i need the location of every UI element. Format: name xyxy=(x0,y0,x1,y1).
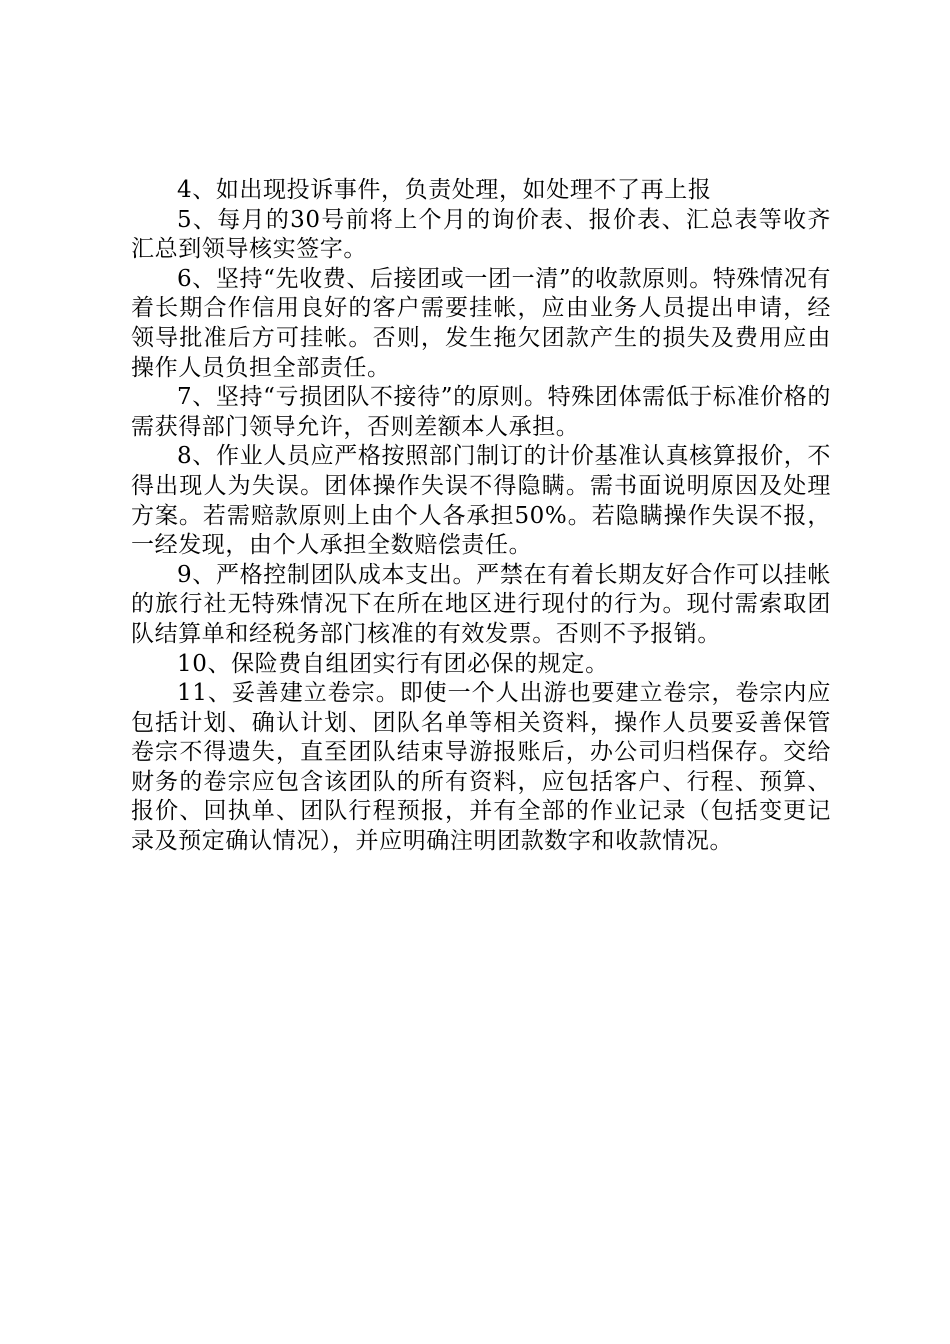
document-body xyxy=(131,176,831,857)
paragraph-8: 8、作业人员应严格按照部门制订的计价基准认真核算报价，不得出现人为失误。团体操作失误不得隐瞒。需书面说明原因及处理方案。若需赔款原则上由个人各承担50%。若隐瞒操作失误不报，一经发现，由个人承担全数赔偿责任。 xyxy=(131,443,831,559)
paragraph-9: 9、严格控制团队成本支出。严禁在有着长期友好合作可以挂帐的旅行社无特殊情况下在所在地区进行现付的行为。现付需索取团队结算单和经税务部门核准的有效发票。否则不予报销。 xyxy=(131,561,831,647)
paragraph-4: 4、如出现投诉事件，负责处理，如处理不了再上报 xyxy=(177,177,712,203)
paragraph-5: 5、每月的30号前将上个月的询价表、报价表、汇总表等收齐汇总到领导核实签字。 xyxy=(131,206,831,263)
paragraph-11: 11、妥善建立卷宗。即使一个人出游也要建立卷宗，卷宗内应包括计划、确认计划、团队名单等相关资料，操作人员要妥善保管卷宗不得遗失，直至团队结束导游报账后，办公司归档保存。交给财务的卷宗应包含该团队的所有资料，应包括客户、行程、预算、报价、回执单、团队行程预报，并有全部的作业记录（包括变更记录及预定确认情况），并应明确注明团款数字和收款情况。 xyxy=(131,680,831,855)
paragraph-7: 7、坚持“亏损团队不接待”的原则。特殊团体需低于标准价格的需获得部门领导允许，否则差额本人承担。 xyxy=(131,384,831,440)
paragraph-10: 10、保险费自组团实行有团必保的规定。 xyxy=(177,650,609,677)
paragraph-6: 6、坚持“先收费、后接团或一团一清”的收款原则。特殊情况有着长期合作信用良好的客户需要挂帐，应由业务人员提出申请，经领导批准后方可挂帐。否则，发生拖欠团款产生的损失及费用应由操作人员负担全部责任。 xyxy=(131,265,831,381)
